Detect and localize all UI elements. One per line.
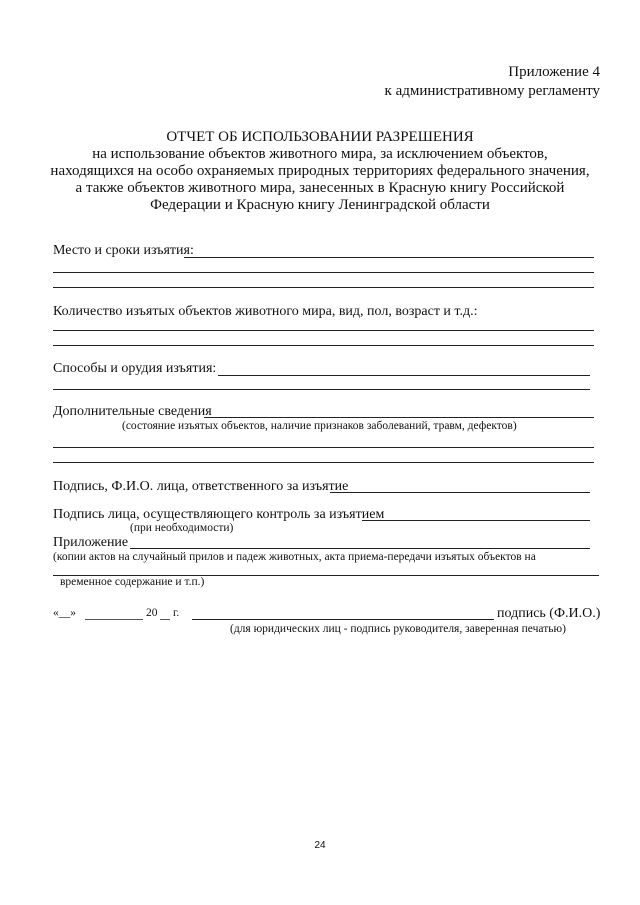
report-subtitle-line: а также объектов животного мира, занесенных в Красную книгу Российской — [75, 180, 565, 196]
date-month-input-line[interactable] — [85, 619, 143, 620]
page-number: 24 — [314, 840, 326, 851]
report-subtitle-line: Федерации и Красную книгу Ленинградской области — [150, 197, 490, 213]
signature-control-input-line[interactable] — [362, 520, 590, 521]
signature-responsible-label: Подпись, Ф.И.О. лица, ответственного за изъятие — [53, 479, 349, 494]
extra-info-input-line[interactable] — [53, 462, 594, 463]
control-hint: (при необходимости) — [130, 522, 234, 534]
date-close-quote: » — [70, 607, 76, 619]
extra-info-input-line[interactable] — [204, 417, 594, 418]
attachment-label: Приложение — [53, 535, 129, 550]
place-time-input-line[interactable] — [184, 257, 594, 258]
quantity-label: Количество изъятых объектов животного мира, вид, пол, возраст и т.д.: — [53, 304, 478, 319]
methods-label: Способы и орудия изъятия: — [53, 361, 217, 376]
report-subtitle-line: находящихся на особо охраняемых природных территориях федерального значения, — [50, 163, 590, 179]
appendix-number: Приложение 4 — [508, 64, 600, 80]
signature-responsible-input-line[interactable] — [330, 492, 590, 493]
attachment-hint: (копии актов на случайный прилов и падеж животных, акта приема-передачи изъятых объектов на — [53, 551, 536, 563]
signature-hint: (для юридических лиц - подпись руководителя, заверенная печатью) — [230, 623, 566, 635]
attachment-hint-continued: временное содержание и т.п.) — [60, 576, 205, 588]
report-title: ОТЧЕТ ОБ ИСПОЛЬЗОВАНИИ РАЗРЕШЕНИЯ — [166, 129, 474, 145]
methods-input-line[interactable] — [53, 389, 590, 390]
place-time-input-line[interactable] — [53, 287, 594, 288]
date-year-suffix: г. — [173, 607, 180, 619]
extra-info-input-line[interactable] — [53, 447, 594, 448]
extra-info-hint: (состояние изъятых объектов, наличие признаков заболеваний, травм, дефектов) — [122, 420, 517, 432]
date-year-prefix: 20 — [146, 607, 158, 619]
attachment-input-line[interactable] — [130, 548, 590, 549]
quantity-input-line[interactable] — [53, 345, 594, 346]
methods-input-line[interactable] — [218, 375, 590, 376]
date-day-blank: __ — [58, 607, 71, 619]
extra-info-label: Дополнительные сведения — [53, 404, 212, 419]
quantity-input-line[interactable] — [53, 330, 594, 331]
signature-control-label: Подпись лица, осуществляющего контроль за изъятием — [53, 507, 385, 522]
date-line[interactable] — [53, 607, 76, 620]
signature-label: подпись (Ф.И.О.) — [497, 606, 601, 621]
signature-input-line[interactable] — [192, 619, 494, 620]
date-year-input-line[interactable] — [160, 619, 170, 620]
report-subtitle-line: на использование объектов животного мира, за исключением объектов, — [92, 146, 548, 162]
date-open-quote: « — [53, 607, 59, 619]
place-time-input-line[interactable] — [53, 272, 594, 273]
place-time-label: Место и сроки изъятия: — [53, 243, 194, 258]
appendix-reference: к административному регламенту — [384, 83, 600, 99]
